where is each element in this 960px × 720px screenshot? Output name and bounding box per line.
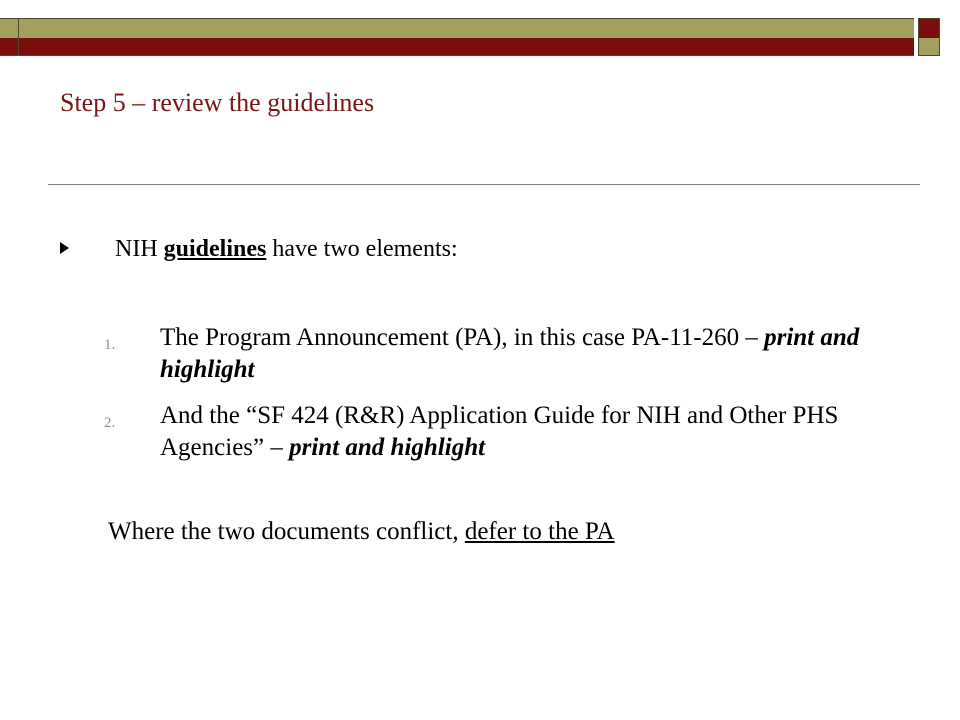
item-text [160,322,900,386]
item-emphasis: print and highlight [160,324,860,383]
item-number: 1. [104,337,116,353]
bullet-prefix: NIH [115,236,164,262]
item-number: 2. [104,415,116,431]
item-body: The Program Announcement (PA), in this case PA-11-260 – [160,324,765,351]
title-divider [48,184,920,185]
header-bar-outline [0,18,914,56]
bullet-suffix: have two elements: [266,236,458,262]
item-body: And the “SF 424 (R&R) Application Guide for NIH and Other PHS Agencies” – [160,402,839,461]
bullet-emphasis: guidelines [163,236,267,262]
conclusion-text [108,518,615,546]
conclusion-body: Where the two documents conflict, [108,518,465,545]
item-emphasis: print and highlight [289,434,486,461]
header-divider [18,18,19,56]
slide-title: Step 5 – review the guidelines [60,88,375,117]
conclusion-emphasis: defer to the PA [464,518,615,545]
arrow-bullet-icon [60,242,69,254]
bullet-item [60,236,458,263]
item-text [160,400,900,464]
header-corner-outline [918,18,940,56]
